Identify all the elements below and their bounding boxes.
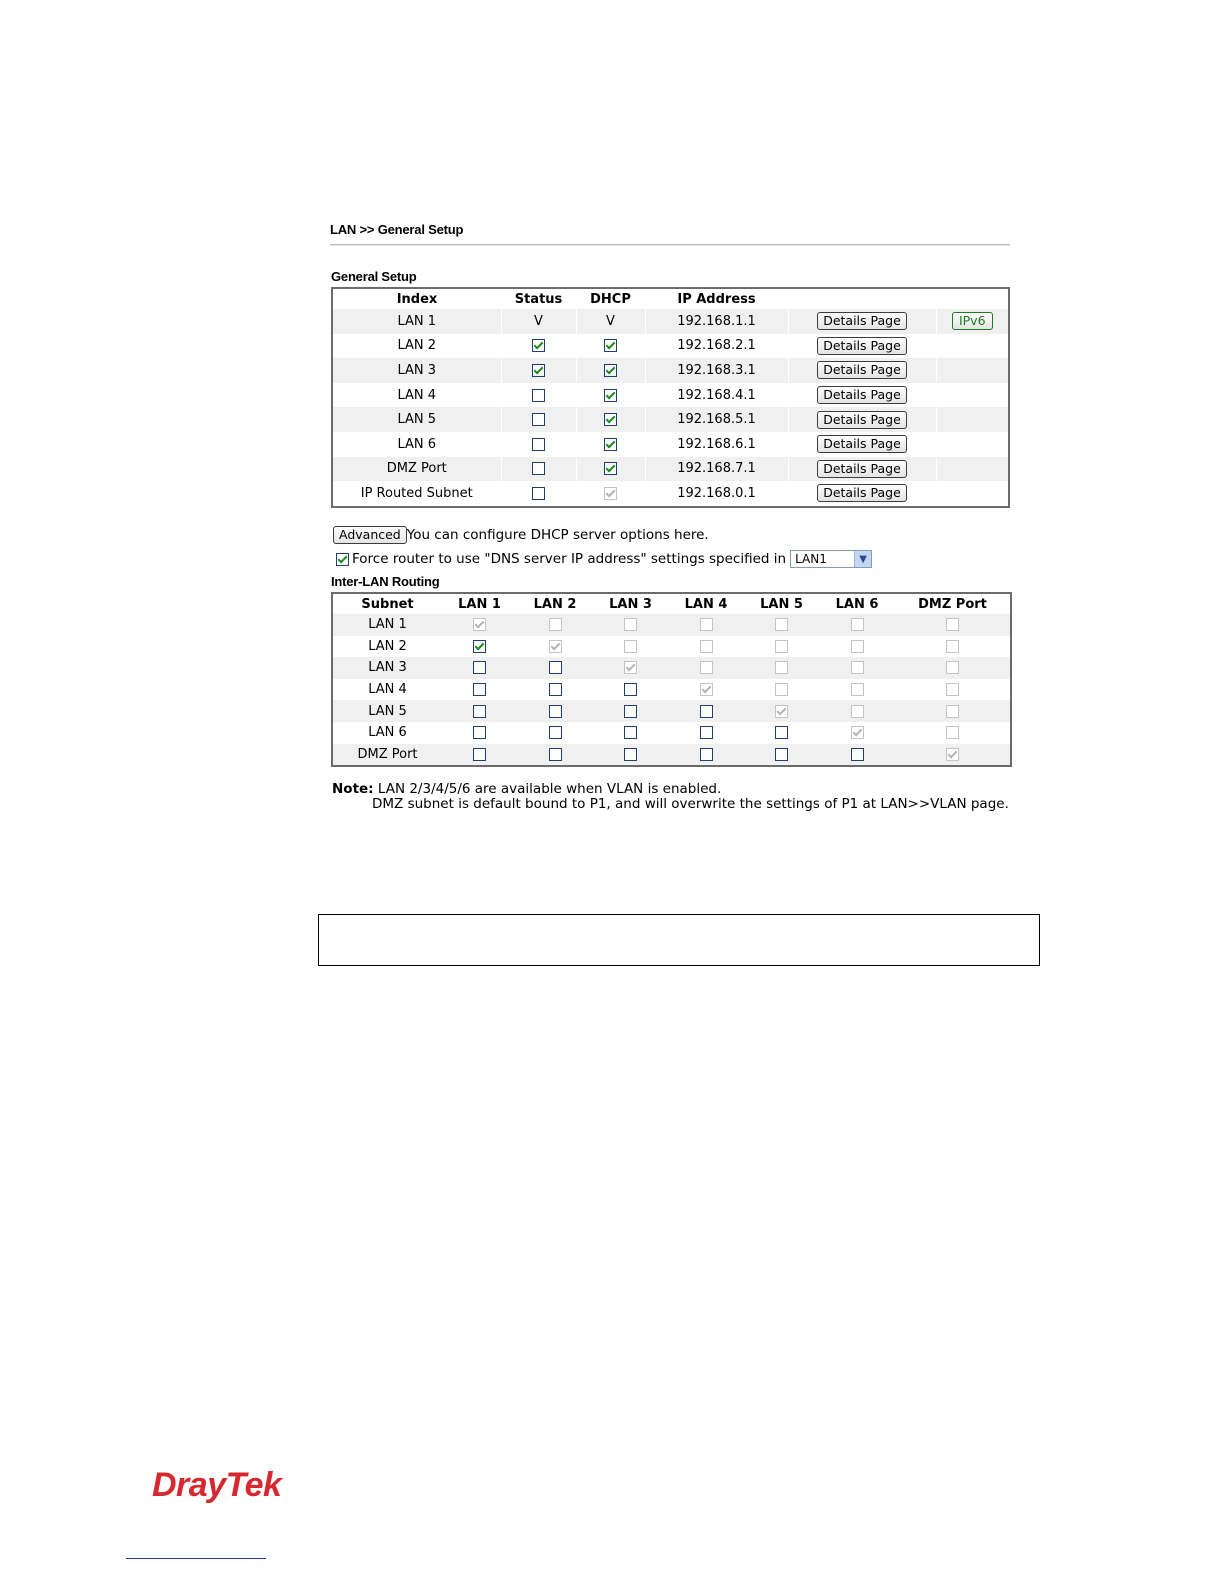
routing-checkbox[interactable] [700, 748, 713, 761]
routing-checkbox [775, 640, 788, 653]
routing-cell [442, 679, 517, 701]
routing-cell [819, 744, 895, 767]
general-setup-title: General Setup [331, 269, 417, 284]
routing-checkbox [549, 618, 562, 631]
routing-cell [593, 636, 668, 658]
routing-cell [895, 636, 1011, 658]
header-status: Status [514, 291, 563, 307]
routing-cell [442, 722, 517, 744]
details-page-button[interactable]: Details Page [817, 361, 907, 379]
force-dns-checkbox[interactable] [336, 553, 349, 566]
lan-dhcp-cell [576, 481, 645, 507]
lan-status-checkbox[interactable] [532, 438, 545, 451]
routing-cell [442, 744, 517, 767]
lan-row [332, 457, 1009, 482]
ipv6-cell [936, 407, 1009, 432]
routing-cell [895, 744, 1011, 767]
routing-checkbox [624, 640, 637, 653]
routing-checkbox[interactable] [700, 726, 713, 739]
routing-cell [819, 700, 895, 722]
routing-cell [668, 636, 744, 658]
routing-cell [744, 744, 819, 767]
ipv6-cell [936, 383, 1009, 408]
routing-cell [744, 679, 819, 701]
subnet-label: LAN 2 [368, 638, 407, 654]
routing-checkbox [946, 705, 959, 718]
note-line-1: LAN 2/3/4/5/6 are available when VLAN is enabled. [377, 781, 722, 797]
ipv6-cell [936, 334, 1009, 359]
routing-cell [593, 700, 668, 722]
details-cell [788, 358, 936, 383]
routing-cell [593, 657, 668, 679]
routing-cell [895, 722, 1011, 744]
routing-cell [517, 614, 593, 636]
routing-cell [744, 722, 819, 744]
lan-index: DMZ Port [332, 457, 501, 482]
routing-cell [442, 700, 517, 722]
lan-index: LAN 4 [332, 383, 501, 408]
routing-checkbox [775, 618, 788, 631]
inter-lan-title: Inter-LAN Routing [331, 574, 440, 589]
routing-checkbox [775, 683, 788, 696]
routing-checkbox[interactable] [473, 661, 486, 674]
details-page-button[interactable]: Details Page [817, 484, 907, 502]
routing-cell [442, 657, 517, 679]
routing-cell [517, 657, 593, 679]
routing-checkbox [700, 661, 713, 674]
routing-checkbox[interactable] [851, 748, 864, 761]
routing-checkbox [946, 748, 959, 761]
routing-cell [442, 636, 517, 658]
routing-cell [668, 614, 744, 636]
inter-lan-header-cell: LAN 5 [760, 596, 803, 612]
routing-checkbox[interactable] [473, 683, 486, 696]
routing-checkbox[interactable] [549, 748, 562, 761]
routing-cell [442, 614, 517, 636]
routing-cell [668, 722, 744, 744]
routing-checkbox [851, 705, 864, 718]
inter-lan-row [332, 744, 1011, 767]
details-page-button[interactable]: Details Page [817, 386, 907, 404]
lan-ip-address: 192.168.5.1 [645, 407, 788, 432]
ipv6-cell [936, 309, 1009, 334]
routing-checkbox [624, 618, 637, 631]
routing-checkbox[interactable] [700, 705, 713, 718]
ipv6-cell [936, 358, 1009, 383]
lan-row [332, 383, 1009, 408]
lan-status-checkbox[interactable] [532, 462, 545, 475]
details-cell [788, 481, 936, 507]
lan-ip-address: 192.168.2.1 [645, 334, 788, 359]
subnet-label: DMZ Port [332, 744, 442, 767]
routing-cell [744, 657, 819, 679]
routing-cell [517, 679, 593, 701]
lan-status-checkbox[interactable] [532, 487, 545, 500]
subnet-label: LAN 1 [332, 614, 442, 636]
lan-status-checkbox[interactable] [532, 413, 545, 426]
subnet-label: LAN 5 [332, 700, 442, 722]
lan-dhcp-checkbox[interactable] [604, 364, 617, 377]
header-ipv6 [936, 288, 1009, 309]
details-cell [788, 457, 936, 482]
routing-cell [895, 700, 1011, 722]
routing-cell [517, 700, 593, 722]
footer-line [126, 1558, 266, 1559]
lan-dhcp-checkbox[interactable] [604, 413, 617, 426]
details-page-button[interactable]: Details Page [817, 435, 907, 453]
inter-lan-row [332, 657, 1011, 679]
routing-checkbox [851, 661, 864, 674]
routing-checkbox [851, 726, 864, 739]
routing-checkbox [851, 618, 864, 631]
lan-index: LAN 3 [332, 358, 501, 383]
routing-checkbox[interactable] [624, 705, 637, 718]
routing-checkbox[interactable] [624, 748, 637, 761]
subnet-label: LAN 3 [332, 657, 442, 679]
routing-checkbox[interactable] [624, 726, 637, 739]
routing-cell [517, 744, 593, 767]
lan-row [332, 309, 1009, 334]
lan-index: LAN 6 [332, 432, 501, 457]
ipv6-cell [936, 481, 1009, 507]
lan-dhcp-cell [576, 457, 645, 482]
routing-cell [668, 679, 744, 701]
lan-dhcp-cell [576, 432, 645, 457]
lan-index: LAN 5 [332, 407, 501, 432]
advanced-button[interactable]: Advanced [333, 526, 407, 544]
lan-status-cell: V [501, 309, 576, 334]
inter-lan-row [332, 636, 1011, 658]
lan-dhcp-checkbox[interactable] [604, 339, 617, 352]
routing-checkbox [851, 640, 864, 653]
lan-status-cell [501, 334, 576, 359]
lan-ip-address: 192.168.7.1 [645, 457, 788, 482]
header-dhcp: DHCP [590, 291, 631, 307]
lan-index: LAN 2 [332, 334, 501, 359]
inter-lan-header-cell: LAN 4 [684, 596, 728, 612]
lan-row [332, 432, 1009, 457]
routing-checkbox[interactable] [473, 748, 486, 761]
dns-lan-select-value: LAN1 [795, 552, 827, 566]
routing-checkbox[interactable] [473, 640, 486, 653]
routing-cell [517, 636, 593, 658]
routing-checkbox [700, 618, 713, 631]
lan-dhcp-cell [576, 407, 645, 432]
inter-lan-header-cell: DMZ Port [918, 596, 987, 612]
routing-cell [593, 744, 668, 767]
lan-status-cell [501, 457, 576, 482]
routing-checkbox [946, 640, 959, 653]
inter-lan-header-cell: LAN 1 [458, 596, 501, 612]
routing-cell [744, 614, 819, 636]
ipv6-cell [936, 457, 1009, 482]
inter-lan-table [331, 592, 1012, 767]
inter-lan-row [332, 614, 1011, 636]
force-dns-label: Force router to use "DNS server IP address" settings specified in [352, 551, 787, 567]
routing-checkbox [624, 661, 637, 674]
routing-checkbox [775, 705, 788, 718]
routing-checkbox[interactable] [549, 726, 562, 739]
routing-cell [517, 722, 593, 744]
draytek-logo: DrayTek [152, 1466, 282, 1504]
dns-lan-select[interactable] [790, 550, 872, 568]
details-cell [788, 334, 936, 359]
routing-cell [668, 700, 744, 722]
details-page-button[interactable]: Details Page [817, 411, 907, 429]
lan-status-checkbox[interactable] [532, 389, 545, 402]
routing-cell [819, 722, 895, 744]
lan-dhcp-cell [576, 383, 645, 408]
routing-cell [819, 657, 895, 679]
routing-cell [895, 679, 1011, 701]
lan-status-checkbox[interactable] [532, 364, 545, 377]
lan-index: IP Routed Subnet [332, 481, 501, 507]
routing-cell [819, 636, 895, 658]
header-details [788, 288, 936, 309]
lan-dhcp-checkbox[interactable] [604, 389, 617, 402]
routing-checkbox [700, 640, 713, 653]
routing-checkbox [946, 661, 959, 674]
lan-row [332, 481, 1009, 507]
lan-ip-address: 192.168.3.1 [645, 358, 788, 383]
inter-lan-header-cell: LAN 3 [609, 596, 652, 612]
general-setup-table [331, 287, 1010, 508]
lan-row [332, 334, 1009, 359]
routing-checkbox[interactable] [473, 726, 486, 739]
lan-ip-address: 192.168.6.1 [645, 432, 788, 457]
lan-dhcp-cell [576, 358, 645, 383]
routing-checkbox [946, 683, 959, 696]
lan-ip-address: 192.168.1.1 [645, 309, 788, 334]
breadcrumb: LAN >> General Setup [330, 222, 464, 237]
lan-ip-address: 192.168.4.1 [645, 383, 788, 408]
note [332, 782, 1009, 812]
inter-lan-header-cell: LAN 2 [533, 596, 577, 612]
lan-ip-address: 192.168.0.1 [645, 481, 788, 507]
force-dns-row [336, 550, 872, 568]
routing-cell [895, 657, 1011, 679]
routing-checkbox [946, 618, 959, 631]
title-divider [330, 244, 1010, 246]
details-page-button[interactable]: Details Page [817, 337, 907, 355]
routing-cell [819, 679, 895, 701]
routing-checkbox [473, 618, 486, 631]
inter-lan-row [332, 700, 1011, 722]
lan-dhcp-checkbox[interactable] [604, 462, 617, 475]
header-ip-address: IP Address [677, 291, 756, 307]
details-page-button[interactable]: Details Page [817, 460, 907, 478]
inter-lan-row [332, 722, 1011, 744]
routing-checkbox[interactable] [549, 705, 562, 718]
routing-cell [744, 700, 819, 722]
lan-dhcp-cell: V [576, 309, 645, 334]
routing-cell [744, 636, 819, 658]
lan-status-checkbox[interactable] [532, 339, 545, 352]
routing-checkbox [700, 683, 713, 696]
ipv6-cell [936, 432, 1009, 457]
lan-index: LAN 1 [332, 309, 501, 334]
routing-checkbox[interactable] [549, 683, 562, 696]
lan-row [332, 358, 1009, 383]
subnet-label: LAN 6 [368, 725, 407, 741]
lan-dhcp-cell [576, 334, 645, 359]
routing-checkbox[interactable] [473, 705, 486, 718]
routing-checkbox[interactable] [549, 661, 562, 674]
routing-cell [593, 722, 668, 744]
advanced-row [333, 526, 709, 544]
details-cell [788, 432, 936, 457]
lan-status-cell [501, 481, 576, 507]
routing-checkbox [851, 683, 864, 696]
general-setup-header [332, 288, 1009, 309]
routing-checkbox[interactable] [775, 748, 788, 761]
routing-cell [895, 614, 1011, 636]
lan-status-cell [501, 358, 576, 383]
lan-row [332, 407, 1009, 432]
routing-cell [668, 657, 744, 679]
routing-checkbox [775, 661, 788, 674]
details-page-button[interactable]: Details Page [817, 312, 907, 330]
routing-checkbox[interactable] [624, 683, 637, 696]
subnet-label: LAN 4 [368, 682, 407, 698]
inter-lan-header [332, 593, 1011, 614]
routing-cell [668, 744, 744, 767]
inter-lan-header-cell: LAN 6 [835, 596, 879, 612]
details-cell [788, 309, 936, 334]
details-cell [788, 407, 936, 432]
chevron-down-icon[interactable]: ▼ [854, 551, 871, 567]
details-cell [788, 383, 936, 408]
lan-status-cell [501, 383, 576, 408]
routing-checkbox[interactable] [775, 726, 788, 739]
inter-lan-header-cell: Subnet [361, 596, 414, 612]
advanced-description: You can configure DHCP server options here. [406, 527, 709, 543]
note-line-2: DMZ subnet is default bound to P1, and will overwrite the settings of P1 at LAN>>VLAN page. [372, 796, 1009, 812]
note-label: Note: [332, 781, 374, 797]
routing-checkbox [549, 640, 562, 653]
routing-cell [593, 679, 668, 701]
routing-checkbox [946, 726, 959, 739]
lan-status-cell [501, 432, 576, 457]
lan-dhcp-checkbox[interactable] [604, 438, 617, 451]
header-index: Index [396, 291, 438, 307]
routing-cell [593, 614, 668, 636]
ipv6-button[interactable]: IPv6 [952, 312, 993, 330]
info-box [318, 914, 1040, 966]
inter-lan-row [332, 679, 1011, 701]
lan-status-cell [501, 407, 576, 432]
routing-cell [819, 614, 895, 636]
lan-dhcp-checkbox [604, 487, 617, 500]
